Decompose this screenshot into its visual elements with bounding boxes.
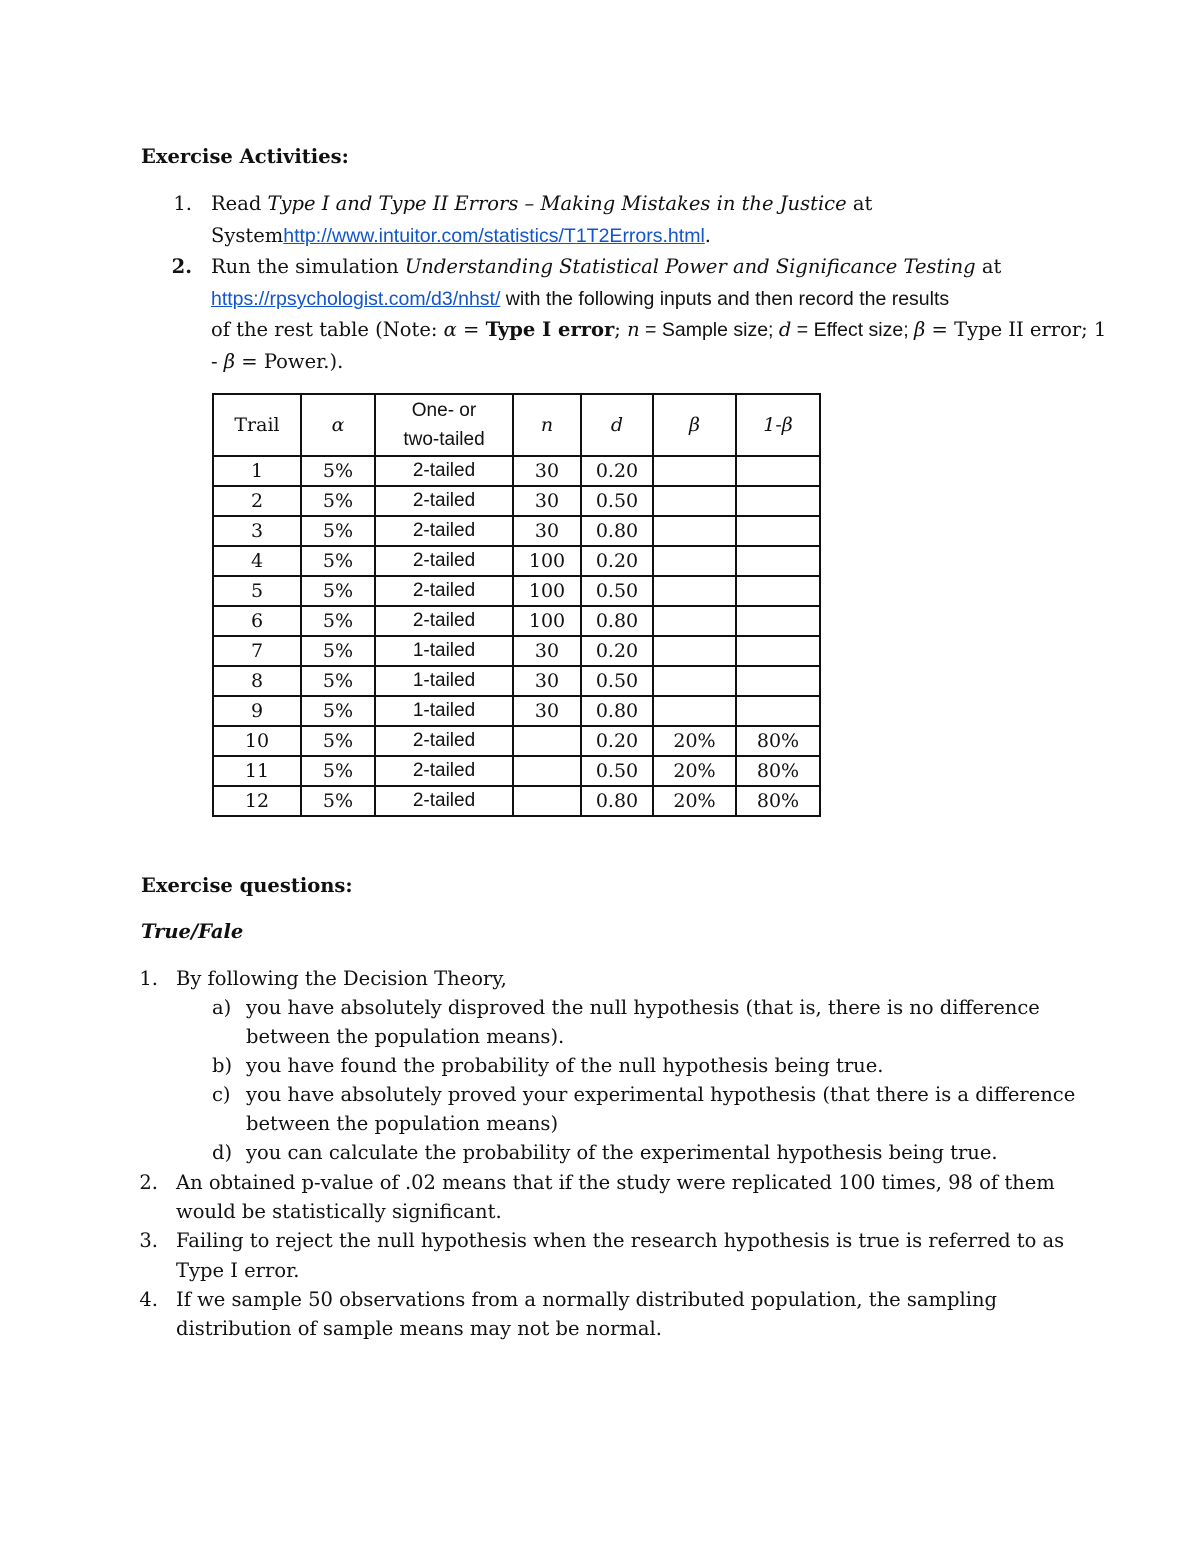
cell-power[interactable] — [736, 606, 820, 636]
cell-power[interactable] — [736, 636, 820, 666]
cell-alpha: 5% — [301, 516, 375, 546]
header-tails — [375, 394, 513, 456]
table-row — [213, 756, 820, 786]
option-b-letter: b) — [212, 1054, 233, 1077]
cell-trail: 9 — [213, 696, 301, 726]
question-2-line1: An obtained p-value of .02 means that if the study were replicated 100 times, 98 of them — [176, 1171, 1055, 1194]
cell-tails: 2-tailed — [375, 516, 513, 546]
activity-2-line4 — [211, 347, 343, 377]
activity-2-line2 — [211, 284, 949, 314]
table-row — [213, 486, 820, 516]
option-c-letter: c) — [212, 1083, 231, 1106]
header-tails-line2: two-tailed — [403, 429, 485, 450]
cell-tails: 2-tailed — [375, 576, 513, 606]
cell-d: 0.50 — [581, 756, 653, 786]
cell-n: 30 — [513, 666, 581, 696]
question-3-number: 3. — [139, 1229, 158, 1252]
activities-heading: Exercise Activities: — [141, 145, 349, 168]
cell-tails: 2-tailed — [375, 486, 513, 516]
cell-d: 0.80 — [581, 696, 653, 726]
option-c-line2: between the population means) — [246, 1112, 559, 1135]
cell-n[interactable] — [513, 786, 581, 816]
true-false-subheading: True/Fale — [141, 920, 244, 943]
beta-symbol-2: β — [223, 350, 236, 373]
question-1-number: 1. — [139, 967, 158, 990]
table-row — [213, 606, 820, 636]
option-b-line1: you have found the probability of the null hypothesis being true. — [246, 1054, 884, 1077]
table-row — [213, 726, 820, 756]
activity-1-number: 1. — [173, 192, 192, 215]
header-power: 1-β — [736, 394, 820, 456]
cell-d: 0.20 — [581, 546, 653, 576]
option-a-line1: you have absolutely disproved the null hypothesis (that is, there is no difference — [246, 996, 1040, 1019]
header-trail: Trail — [213, 394, 301, 456]
cell-tails: 2-tailed — [375, 606, 513, 636]
results-table — [212, 393, 821, 817]
cell-beta: 20% — [653, 756, 736, 786]
separator: ; — [614, 318, 628, 341]
activity-1-period: . — [704, 224, 711, 247]
question-2-line2: would be statistically significant. — [176, 1200, 502, 1223]
intuitor-link[interactable]: http://www.intuitor.com/statistics/T1T2Errors.html — [283, 225, 705, 247]
d-symbol: d — [778, 318, 792, 341]
option-a-letter: a) — [212, 996, 232, 1019]
question-4-line1: If we sample 50 observations from a normally distributed population, the sampling — [176, 1288, 998, 1311]
activity-1-at: at — [846, 192, 873, 215]
cell-d: 0.20 — [581, 726, 653, 756]
cell-n: 30 — [513, 696, 581, 726]
cell-power[interactable] — [736, 486, 820, 516]
activity-1-title: Type I and Type II Errors – Making Mistakes in the Justice — [267, 192, 847, 215]
cell-trail: 7 — [213, 636, 301, 666]
cell-alpha: 5% — [301, 756, 375, 786]
header-tails-line1: One- or — [411, 400, 477, 421]
cell-trail: 4 — [213, 546, 301, 576]
table-row — [213, 546, 820, 576]
cell-d: 0.80 — [581, 606, 653, 636]
question-2-number: 2. — [139, 1171, 158, 1194]
cell-tails: 2-tailed — [375, 756, 513, 786]
cell-trail: 6 — [213, 606, 301, 636]
table-row — [213, 666, 820, 696]
cell-trail: 3 — [213, 516, 301, 546]
table-row — [213, 456, 820, 486]
cell-tails: 1-tailed — [375, 666, 513, 696]
cell-trail: 10 — [213, 726, 301, 756]
cell-d: 0.50 — [581, 666, 653, 696]
table-body — [213, 456, 820, 816]
cell-n: 100 — [513, 546, 581, 576]
cell-alpha: 5% — [301, 546, 375, 576]
option-d-letter: d) — [212, 1141, 233, 1164]
table-row — [213, 636, 820, 666]
cell-n[interactable] — [513, 726, 581, 756]
cell-tails: 2-tailed — [375, 786, 513, 816]
rpsychologist-link[interactable]: https://rpsychologist.com/d3/nhst/ — [211, 288, 501, 310]
power-prefix: - — [211, 350, 224, 373]
cell-d: 0.80 — [581, 786, 653, 816]
activity-1-line1 — [211, 189, 872, 219]
table-header-row — [213, 394, 820, 456]
cell-n: 100 — [513, 606, 581, 636]
cell-d: 0.20 — [581, 636, 653, 666]
question-3-line2: Type I error. — [176, 1259, 300, 1282]
cell-tails: 1-tailed — [375, 636, 513, 666]
cell-beta: 20% — [653, 786, 736, 816]
question-4-line2: distribution of sample means may not be normal. — [176, 1317, 662, 1340]
option-c-line1: you have absolutely proved your experimental hypothesis (that there is a difference — [246, 1083, 1076, 1106]
cell-alpha: 5% — [301, 726, 375, 756]
header-d: d — [581, 394, 653, 456]
cell-n: 30 — [513, 516, 581, 546]
d-description: = Effect size; — [791, 319, 915, 341]
n-symbol: n — [627, 318, 640, 341]
cell-trail: 12 — [213, 786, 301, 816]
cell-tails: 2-tailed — [375, 726, 513, 756]
option-a-line2: between the population means). — [246, 1025, 565, 1048]
cell-n: 100 — [513, 576, 581, 606]
cell-beta[interactable] — [653, 606, 736, 636]
header-beta: β — [653, 394, 736, 456]
table-row — [213, 516, 820, 546]
activity-1-line2 — [211, 221, 711, 251]
cell-d: 0.50 — [581, 576, 653, 606]
cell-alpha: 5% — [301, 636, 375, 666]
beta-description: = Type II error; 1 — [925, 318, 1107, 341]
activity-2-at: at — [975, 255, 1002, 278]
equals: = — [456, 318, 486, 341]
cell-power: 80% — [736, 726, 820, 756]
header-alpha: α — [301, 394, 375, 456]
activity-1-read-text: Read — [211, 192, 268, 215]
alpha-symbol: α — [443, 318, 457, 341]
cell-tails: 2-tailed — [375, 546, 513, 576]
activity-2-line1 — [211, 252, 1001, 282]
option-d-line1: you can calculate the probability of the experimental hypothesis being true. — [246, 1141, 998, 1164]
cell-power[interactable] — [736, 516, 820, 546]
table-row — [213, 576, 820, 606]
table-row — [213, 786, 820, 816]
cell-beta[interactable] — [653, 576, 736, 606]
cell-trail: 11 — [213, 756, 301, 786]
cell-power: 80% — [736, 756, 820, 786]
cell-alpha: 5% — [301, 786, 375, 816]
cell-n: 30 — [513, 456, 581, 486]
cell-d: 0.50 — [581, 486, 653, 516]
cell-alpha: 5% — [301, 666, 375, 696]
activity-1-system: System — [211, 224, 284, 247]
cell-d: 0.20 — [581, 456, 653, 486]
cell-beta: 20% — [653, 726, 736, 756]
cell-alpha: 5% — [301, 606, 375, 636]
cell-power[interactable] — [736, 546, 820, 576]
cell-trail: 2 — [213, 486, 301, 516]
cell-d: 0.80 — [581, 516, 653, 546]
note-prefix: of the rest table (Note: — [211, 318, 444, 341]
cell-beta[interactable] — [653, 516, 736, 546]
cell-beta[interactable] — [653, 636, 736, 666]
cell-alpha: 5% — [301, 576, 375, 606]
cell-trail: 8 — [213, 666, 301, 696]
cell-tails: 2-tailed — [375, 456, 513, 486]
activity-2-run-text: Run the simulation — [211, 255, 405, 278]
n-description: = Sample size; — [639, 319, 779, 341]
cell-power[interactable] — [736, 456, 820, 486]
cell-beta[interactable] — [653, 546, 736, 576]
cell-alpha: 5% — [301, 486, 375, 516]
cell-power[interactable] — [736, 576, 820, 606]
cell-power: 80% — [736, 786, 820, 816]
questions-heading: Exercise questions: — [141, 874, 353, 897]
cell-trail: 5 — [213, 576, 301, 606]
cell-alpha: 5% — [301, 696, 375, 726]
cell-beta[interactable] — [653, 666, 736, 696]
cell-beta[interactable] — [653, 486, 736, 516]
cell-trail: 1 — [213, 456, 301, 486]
power-description: = Power.). — [235, 350, 344, 373]
activity-2-title: Understanding Statistical Power and Significance Testing — [404, 255, 976, 278]
cell-beta[interactable] — [653, 696, 736, 726]
cell-power[interactable] — [736, 696, 820, 726]
cell-tails: 1-tailed — [375, 696, 513, 726]
activity-2-number: 2. — [171, 255, 192, 278]
cell-alpha: 5% — [301, 456, 375, 486]
cell-power[interactable] — [736, 666, 820, 696]
cell-n: 30 — [513, 486, 581, 516]
cell-n: 30 — [513, 636, 581, 666]
cell-beta[interactable] — [653, 456, 736, 486]
activity-2-instructions: with the following inputs and then record the results — [500, 288, 950, 310]
table-row — [213, 696, 820, 726]
beta-symbol: β — [914, 318, 926, 341]
question-3-line1: Failing to reject the null hypothesis when the research hypothesis is true is referred to as — [176, 1229, 1065, 1252]
activity-2-line3 — [211, 315, 1106, 345]
question-1-text: By following the Decision Theory, — [176, 967, 507, 990]
type-i-error-label: Type I error — [485, 318, 615, 341]
cell-n[interactable] — [513, 756, 581, 786]
question-4-number: 4. — [139, 1288, 158, 1311]
header-n: n — [513, 394, 581, 456]
